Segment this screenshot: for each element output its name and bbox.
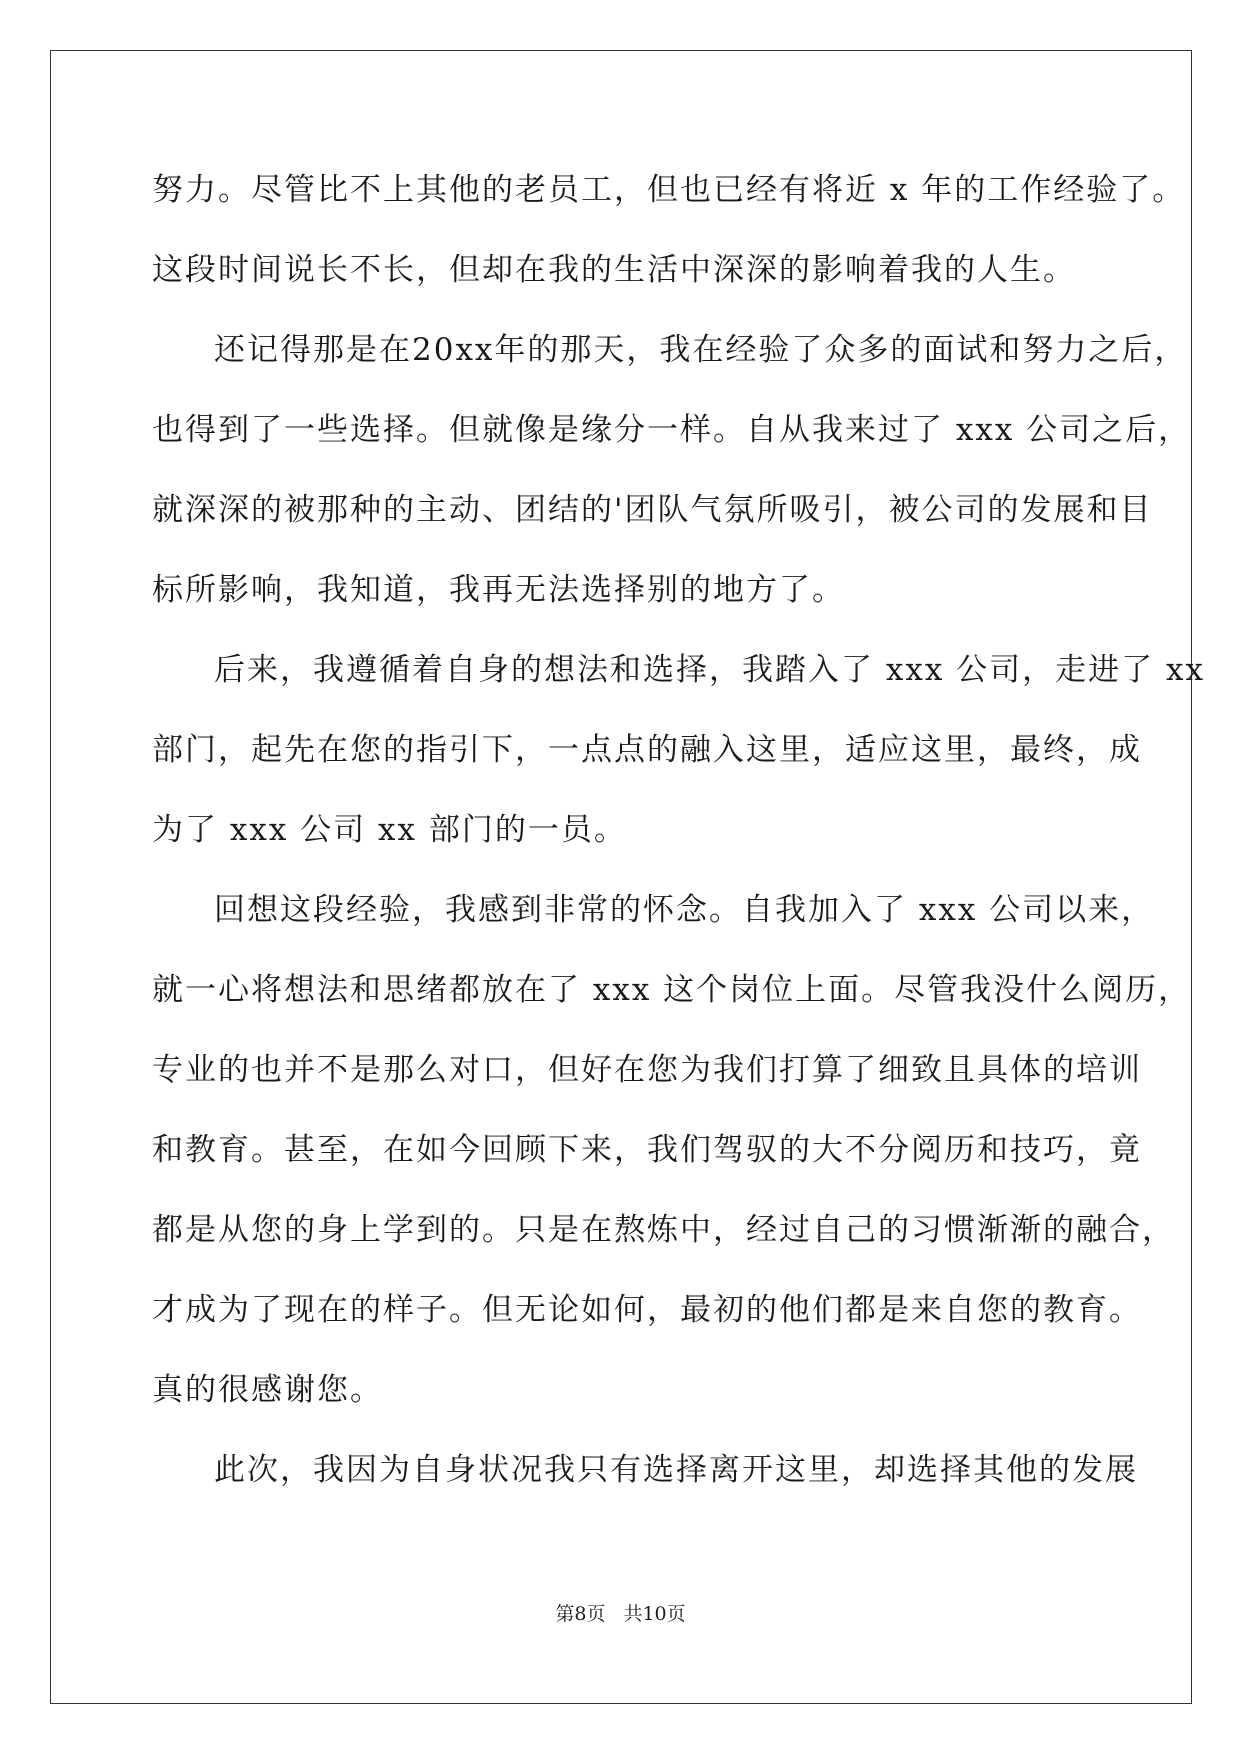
- text-line: 还记得那是在20xx年的那天，我在经验了众多的面试和努力之后，: [214, 332, 1188, 368]
- text-line: 标所影响，我知道，我再无法选择别的地方了。: [152, 572, 845, 608]
- text-line: 此次，我因为自身状况我只有选择离开这里，却选择其他的发展: [214, 1452, 1138, 1488]
- text-line: 努力。尽管比不上其他的老员工，但也已经有将近 x 年的工作经验了。: [152, 172, 1186, 208]
- page-total: 共10页: [623, 1603, 686, 1625]
- text-line: 专业的也并不是那么对口，但好在您为我们打算了细致且具体的培训: [152, 1052, 1142, 1088]
- text-line: 后来，我遵循着自身的想法和选择，我踏入了 xxx 公司，走进了 xx: [214, 652, 1205, 688]
- text-line: 真的很感谢您。: [152, 1372, 383, 1408]
- text-line: 才成为了现在的样子。但无论如何，最初的他们都是来自您的教育。: [152, 1292, 1142, 1328]
- page-footer: [0, 1602, 1241, 1626]
- text-line: 就深深的被那种的主动、团结的'团队气氛所吸引，被公司的发展和目: [152, 492, 1153, 528]
- text-line: 为了 xxx 公司 xx 部门的一员。: [152, 812, 627, 848]
- text-line: 和教育。甚至，在如今回顾下来，我们驾驭的大不分阅历和技巧，竟: [152, 1132, 1142, 1168]
- text-line: 都是从您的身上学到的。只是在熬炼中，经过自己的习惯渐渐的融合，: [152, 1212, 1175, 1248]
- text-line: 也得到了一些选择。但就像是缘分一样。自从我来过了 xxx 公司之后，: [152, 412, 1192, 448]
- text-line: 就一心将想法和思绪都放在了 xxx 这个岗位上面。尽管我没什么阅历，: [152, 972, 1192, 1008]
- text-line: 这段时间说长不长，但却在我的生活中深深的影响着我的人生。: [152, 252, 1076, 288]
- text-line: 部门，起先在您的指引下，一点点的融入这里，适应这里，最终，成: [152, 732, 1142, 768]
- text-line: 回想这段经验，我感到非常的怀念。自我加入了 xxx 公司以来，: [214, 892, 1155, 928]
- document-body: [152, 160, 1205, 1520]
- page-number: 第8页: [555, 1603, 606, 1625]
